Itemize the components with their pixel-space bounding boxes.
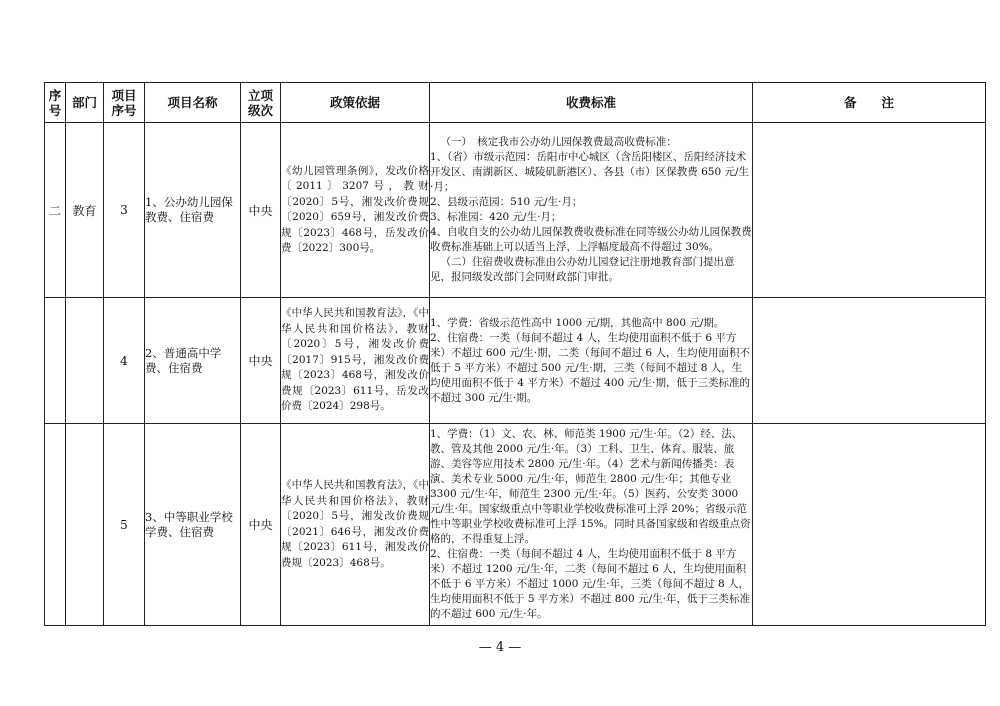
header-remarks: 备 注 [753,83,986,123]
standard-line: 1、（省）市级示范园：岳阳市中心城区（含岳阳楼区、岳阳经济技术开发区、南湖新区、城陵矶新港区）、各县（市）区保教费 650 元/生·月； [430,151,750,193]
cell-level: 中央 [241,298,281,424]
fee-table [44,82,986,626]
table-header-row [45,83,986,123]
cell-item-name: 3、中等职业学校学费、住宿费 [145,424,241,626]
cell-item-seq: 3 [104,123,145,298]
cell-basis: 《中华人民共和国教育法》，《中华人民共和国价格法》，教财〔2020〕5号，湘发改价费规〔2021〕646号，湘发改价费规〔2023〕611号，湘发改价费规〔2023〕468号。 [281,424,430,626]
standard-line: （二）住宿费收费标准由公办幼儿园登记注册地教育部门提出意见，报同级发改部门会同财政部门审批。 [430,256,735,283]
header-basis: 政策依据 [281,83,430,123]
cell-level: 中央 [241,424,281,626]
table-row [45,298,986,424]
table-row [45,424,986,626]
standard-line: 2、住宿费：一类（每间不超过 4 人，生均使用面积不低于 6 平方米）不超过 600 元/生·期，二类（每间不超过 6 人，生均使用面积不低于 5 平方米）不超过 500 元/生·期，三类（每间不超过 8 人，生均使用面积不低于 4 平方米）不超过 400 元/生·期，低于三类标准的不超过 300 元/生·期。 [430,331,750,404]
cell-seq: 二 [45,123,66,298]
standard-line: 1、学费：省级示范性高中 1000 元/期，其他高中 800 元/期。 [430,316,725,329]
standard-line: （一） 核定我市公办幼儿园保教费最高收费标准： [440,136,677,148]
cell-basis: 《中华人民共和国教育法》，《中华人民共和国价格法》，教财〔2020〕5号，湘发改价费〔2017〕915号，湘发改价费规〔2023〕468号，湘发改价费规〔2023〕611号，岳发改价费〔2024〕298号。 [281,298,430,424]
cell-standard [430,424,753,626]
cell-basis: 《幼儿园管理条例》，发改价格〔2011〕3207号，教财〔2020〕5号，湘发改价费规〔2020〕659号，湘发改价费规〔2023〕468号，岳发改价费〔2022〕300号。 [281,123,430,298]
header-item-seq: 项目 序号 [104,83,145,123]
cell-item-name: 2、普通高中学费、住宿费 [145,298,241,424]
cell-remarks [753,424,986,626]
header-level: 立项 级次 [241,83,281,123]
cell-dept [66,298,104,424]
standard-line: 4、自收自支的公办幼儿园保教费收费标准在同等级公办幼儿园保教费收费标准基础上可以适当上浮，上浮幅度最高不得超过 30%。 [430,226,752,253]
cell-level: 中央 [241,123,281,298]
cell-seq [45,298,66,424]
header-dept: 部门 [66,83,104,123]
cell-item-seq: 5 [104,424,145,626]
cell-item-seq: 4 [104,298,145,424]
cell-remarks [753,298,986,424]
cell-seq [45,424,66,626]
header-item-name: 项目名称 [145,83,241,123]
standard-line: 2、县级示范园：510 元/生·月； [430,196,583,208]
header-seq: 序 号 [45,83,66,123]
header-standard: 收费标准 [430,83,753,123]
standard-line: 3、标准园：420 元/生·月； [430,211,562,223]
cell-standard [430,123,753,298]
table-row [45,123,986,298]
cell-dept: 教育 [66,123,104,298]
cell-dept [66,424,104,626]
standard-line: 1、学费：（1）文、农、林、师范类 1900 元/生·年。（2）经、法、教、管及其他 2000 元/生·年。（3）工科、卫生、体育、服装、旅游、美容等应用技术 2800 元/生·年。（4）艺术与新闻传播类：表演、美术专业 5000 元/生·年，师范生 2800 元/生·年；其他专业 3300 元/生·年，师范生 2300 元/生·年。（5）医药、公安类 3000 元/生·年。国家级重点中等职业学校收费标准可上浮 20%；省级示范性中等职业学校收费标准可上浮 15%。同时具备国家级和省级重点资格的，不得重复上浮。 [430,428,751,545]
cell-standard [430,298,753,424]
standard-line: 2、住宿费：一类（每间不超过 4 人，生均使用面积不低于 8 平方米）不超过 1200 元/生·年，二类（每间不超过 6 人，生均使用面积不低于 6 平方米）不超过 1000 元/生·年，三类（每间不超过 8 人，生均使用面积不低于 5 平方米）不超过 800 元/生·年，低于三类标准的不超过 600 元/生·年。 [430,548,750,620]
page-number: — 4 — [478,640,522,655]
cell-item-name: 1、公办幼儿园保教费、住宿费 [145,123,241,298]
cell-remarks [753,123,986,298]
